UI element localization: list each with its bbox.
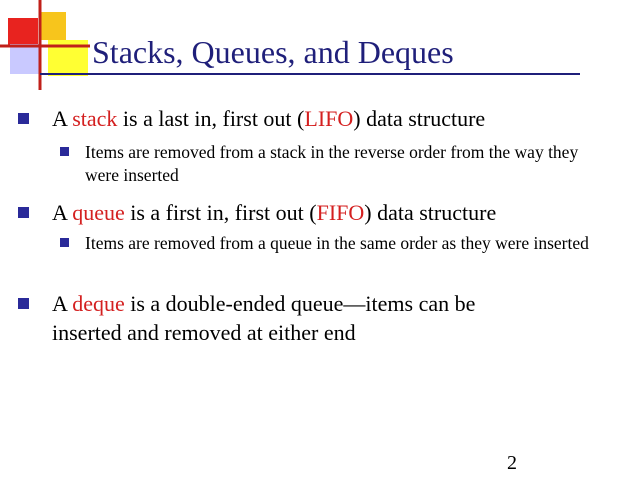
bullet-queue-text: A queue is a first in, first out (FIFO) data structure bbox=[52, 200, 497, 225]
sub-bullet-queue-text: Items are removed from a queue in the same order as they were inserted bbox=[85, 233, 589, 253]
bullet-square-icon bbox=[18, 113, 29, 124]
page-number: 2 bbox=[507, 452, 517, 474]
bullet-deque bbox=[18, 289, 532, 347]
sub-bullet-stack bbox=[60, 141, 605, 187]
bullet-square-icon bbox=[18, 207, 29, 218]
sub-bullet-queue bbox=[60, 232, 605, 255]
sub-bullet-stack-text: Items are removed from a stack in the reverse order from the way they were inserted bbox=[85, 142, 579, 185]
bullet-stack-text: A stack is a last in, first out (LIFO) data structure bbox=[52, 106, 486, 131]
bullet-queue bbox=[18, 198, 572, 227]
bullet-square-icon bbox=[18, 298, 29, 309]
title-underline bbox=[40, 73, 580, 75]
slide-logo-decoration bbox=[0, 0, 90, 90]
sub-bullet-square-icon bbox=[60, 147, 69, 156]
bullet-stack bbox=[18, 104, 572, 133]
slide-title: Stacks, Queues, and Deques bbox=[92, 34, 454, 70]
sub-bullet-square-icon bbox=[60, 238, 69, 247]
bullet-deque-text: A deque is a double-ended queue—items can be inserted and removed at either end bbox=[52, 291, 476, 345]
